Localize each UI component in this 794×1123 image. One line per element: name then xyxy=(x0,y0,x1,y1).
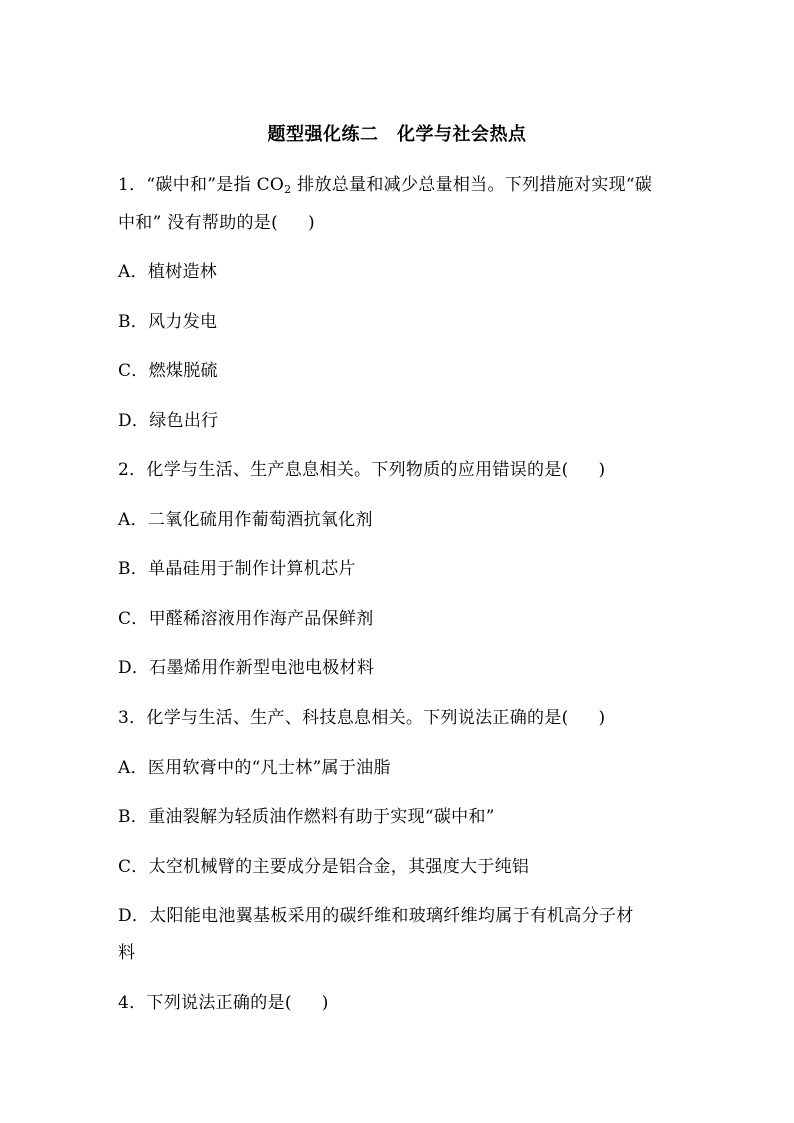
question-4-stem xyxy=(118,991,329,1015)
question-1-option-c: C．燃煤脱硫 xyxy=(118,361,218,381)
question-3-option-b: B．重油裂解为轻质油作燃料有助于实现“碳中和” xyxy=(118,807,495,827)
question-1-option-a: A．植树造林 xyxy=(118,262,218,282)
question-2-option-b: B．单晶硅用于制作计算机芯片 xyxy=(118,559,356,579)
question-3-stem xyxy=(118,706,605,730)
question-2-stem xyxy=(118,458,605,482)
q1-close-paren: ) xyxy=(308,213,315,233)
question-2-option-d: D．石墨烯用作新型电池电极材料 xyxy=(118,658,375,678)
q3-close-paren: ) xyxy=(598,708,606,728)
q4-stem-text: 4．下列说法正确的是( xyxy=(118,993,292,1013)
page-title: 题型强化练二 化学与社会热点 xyxy=(267,124,527,145)
question-1-option-b: B．风力发电 xyxy=(118,312,218,332)
q1-stem-text-cont: 排放总量和减少总量相当。下列措施对实现“碳 xyxy=(291,175,653,195)
question-3-option-a: A．医用软膏中的“凡士林”属于油脂 xyxy=(118,758,391,778)
question-1-option-d: D．绿色出行 xyxy=(118,411,219,431)
co2-subscript: 2 xyxy=(284,183,292,196)
q1-stem-line2-text: 中和” 没有帮助的是( xyxy=(118,213,279,233)
question-2-option-c: C．甲醛稀溶液用作海产品保鲜剂 xyxy=(118,609,374,629)
question-1-stem-line-2 xyxy=(118,211,315,235)
question-2-option-a: A．二氧化硫用作葡萄酒抗氧化剂 xyxy=(118,510,373,530)
question-3-option-c: C．太空机械臂的主要成分是铝合金，其强度大于纯铝 xyxy=(118,857,530,877)
question-3-option-d-line-2: 料 xyxy=(118,943,136,963)
q2-stem-text: 2．化学与生活、生产息息相关。下列物质的应用错误的是( xyxy=(118,460,569,480)
question-3-option-d-line-1: D．太阳能电池翼基板采用的碳纤维和玻璃纤维均属于有机高分子材 xyxy=(118,906,634,926)
q3-stem-text: 3．化学与生活、生产、科技息息相关。下列说法正确的是( xyxy=(118,708,569,728)
q2-close-paren: ) xyxy=(598,460,606,480)
question-1-stem-line-1 xyxy=(118,173,652,197)
q1-stem-text: 1．“碳中和”是指 CO xyxy=(118,175,285,195)
q4-close-paren: ) xyxy=(321,993,329,1013)
